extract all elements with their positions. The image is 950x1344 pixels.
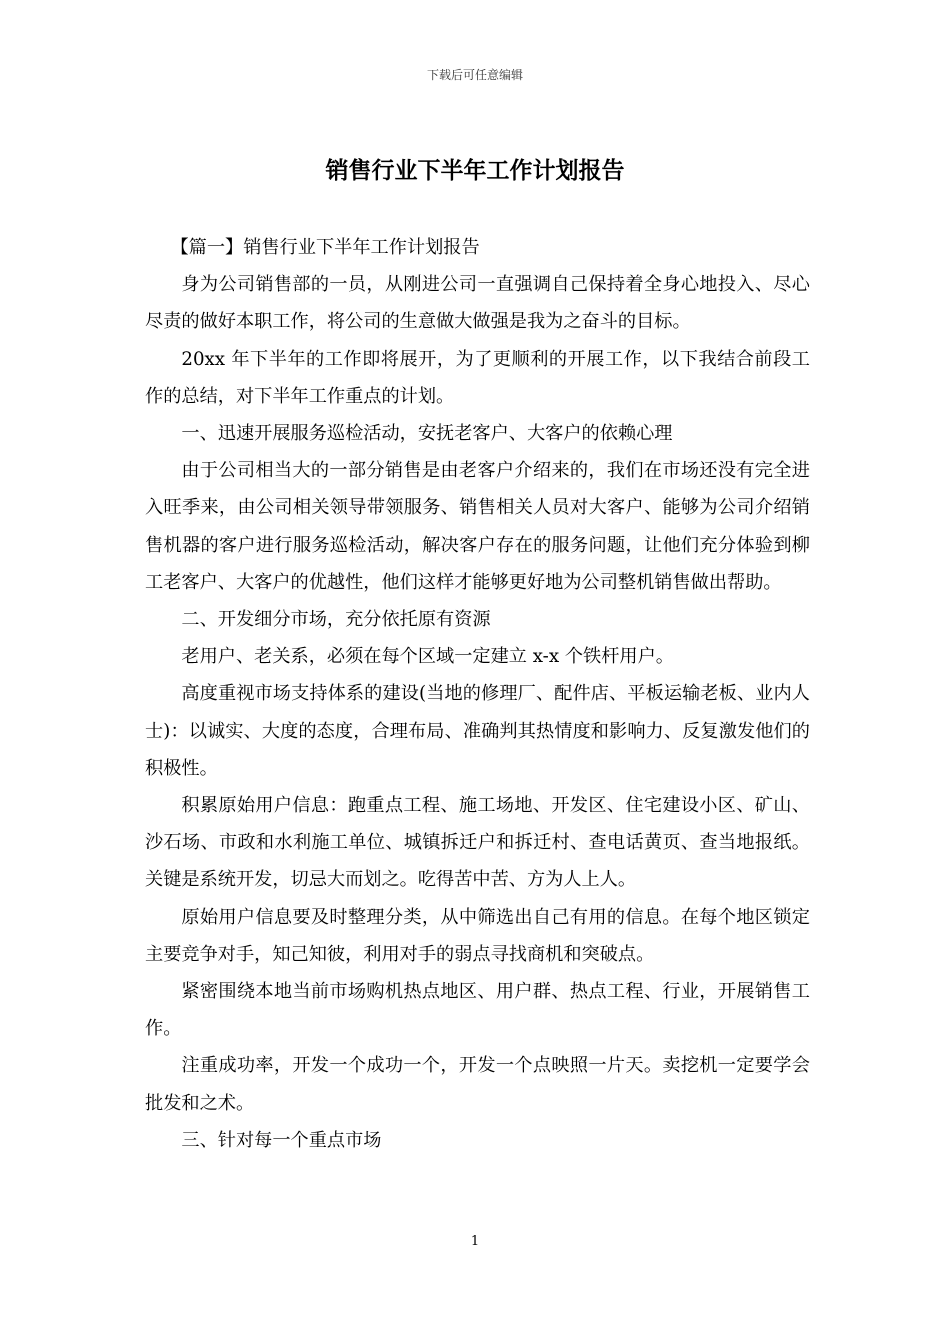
paragraph-service-inspection: 由于公司相当大的一部分销售是由老客户介绍来的，我们在市场还没有完全进入旺季来，由公司相关领导带领服务、销售相关人员对大客户、能够为公司介绍销售机器的客户进行服务巡检活动，解决客户存在的服务问题，让他们充分体验到柳工老客户、大客户的优越性，他们这样才能够更好地为公司整机销售做出帮助。 xyxy=(145,460,810,593)
document-title: 销售行业下半年工作计划报告 xyxy=(325,157,625,184)
heading-item-one: 一、迅速开展服务巡检活动，安抚老客户、大客户的依赖心理 xyxy=(181,423,673,445)
page-number: 1 xyxy=(470,1234,480,1249)
heading-item-two: 二、开发细分市场，充分依托原有资源 xyxy=(181,609,491,631)
paragraph-user-info: 积累原始用户信息：跑重点工程、施工场地、开发区、住宅建设小区、矿山、沙石场、市政和水利施工单位、城镇拆迁户和拆迁村、查电话黄页、查当地报纸。关键是系统开发，切忌大而划之。吃得苦中苦、方为人上人。 xyxy=(145,795,810,891)
heading-item-three: 三、针对每一个重点市场 xyxy=(181,1129,382,1151)
paragraph-success-rate: 注重成功率，开发一个成功一个，开发一个点映照一片天。卖挖机一定要学会批发和之术。 xyxy=(145,1055,810,1114)
paragraph-info-sorting: 原始用户信息要及时整理分类，从中筛选出自己有用的信息。在每个地区锁定主要竞争对手，知己知彼，利用对手的弱点寻找商机和突破点。 xyxy=(145,906,810,965)
paragraph-support-system: 高度重视市场支持体系的建设(当地的修理厂、配件店、平板运输老板、业内人士)：以诚实、大度的态度，合理布局、准确判其热情度和影响力、反复激发他们的积极性。 xyxy=(145,683,810,779)
document-body xyxy=(145,229,810,1159)
paragraph-intro: 身为公司销售部的一员，从刚进公司一直强调自己保持着全身心地投入、尽心尽责的做好本职工作，将公司的生意做大做强是我为之奋斗的目标。 xyxy=(145,274,810,333)
paragraph-loyal-users: 老用户、老关系，必须在每个区域一定建立 x-x 个铁杆用户。 xyxy=(181,646,674,668)
paragraph-hot-markets: 紧密围绕本地当前市场购机热点地区、用户群、热点工程、行业，开展销售工作。 xyxy=(145,981,810,1040)
paragraph-plan-overview: 20xx 年下半年的工作即将展开，为了更顺利的开展工作，以下我结合前段工作的总结，对下半年工作重点的计划。 xyxy=(145,348,810,407)
section-heading-part-one: 【篇一】销售行业下半年工作计划报告 xyxy=(170,237,480,258)
page-header-note: 下载后可任意编辑 xyxy=(426,68,523,82)
